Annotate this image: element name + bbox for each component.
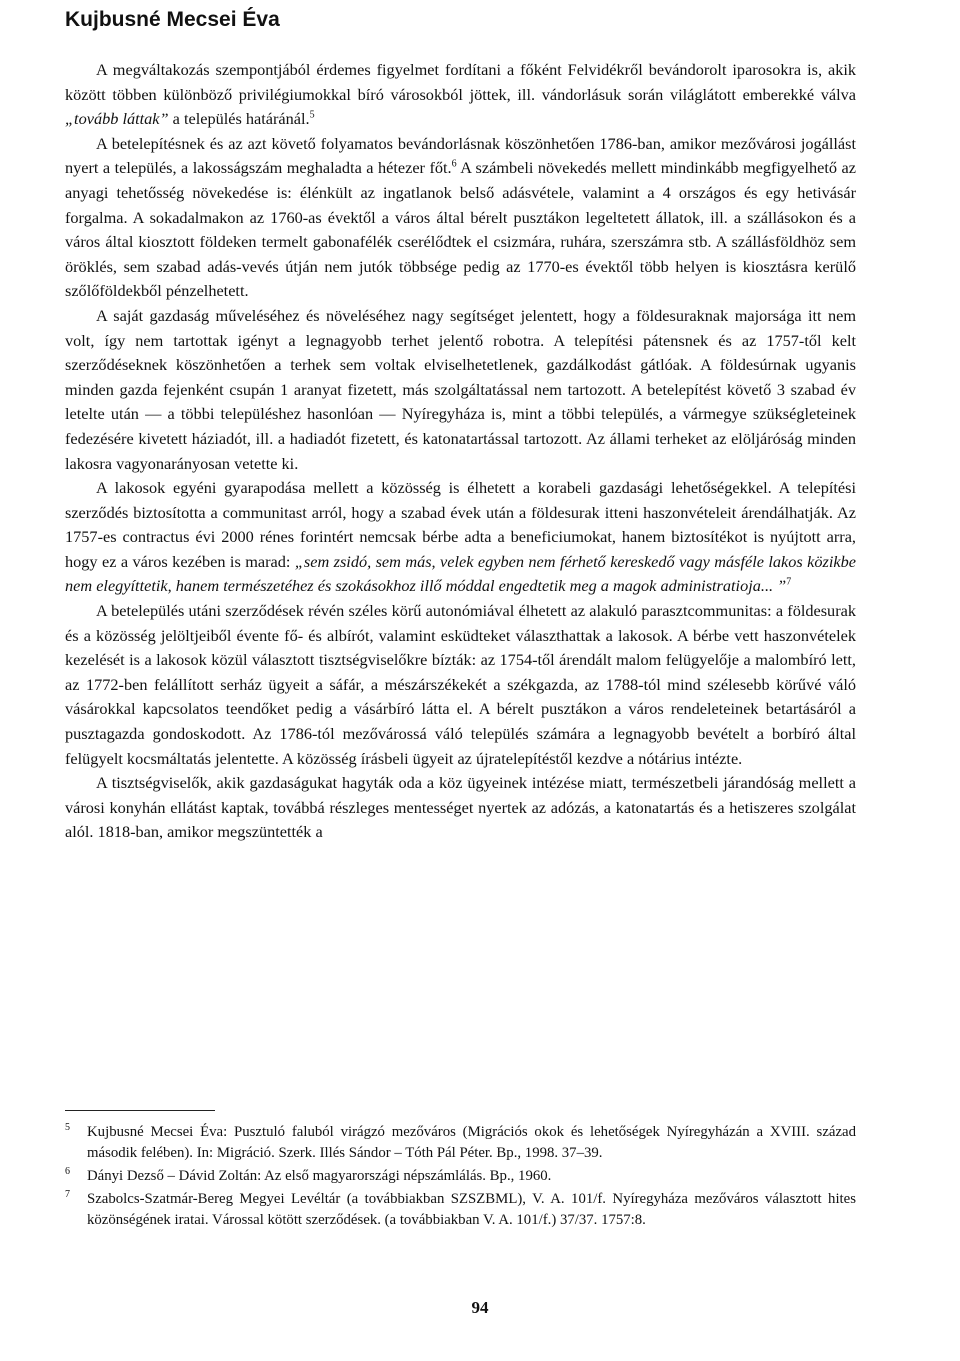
footnote-text: Dányi Dezső – Dávid Zoltán: Az első magyarországi népszámlálás. Bp., 1960. — [87, 1168, 552, 1184]
page-header-title: Kujbusné Mecsei Éva — [65, 8, 280, 31]
paragraph-2 — [65, 132, 856, 304]
quotation: „tovább láttak” — [65, 109, 169, 129]
paragraph-text: a település határánál. — [168, 109, 310, 129]
footnote-6 — [65, 1166, 856, 1187]
footnote-ref: 7 — [786, 577, 792, 589]
footnote-ref: 5 — [309, 109, 315, 121]
paragraph-4 — [65, 476, 856, 599]
footnotes — [65, 1122, 856, 1233]
paragraph-text: A megváltakozás szempontjából érdemes figyelmet fordítani a főként Felvidékről bevándorolt iparosokra is, akik között többen különböző privilégiumokkal bíró városokból jöttek, ill. vándorlásuk során világlátott emberekké válva — [65, 60, 856, 104]
paragraph-text: A betelepítésnek és az azt követő folyamatos bevándorlásnak köszönhetően 1786-ban, amikor mezővárosi jogállást nyert a település, a lakosságszám meghaladta a hétezer főt. — [65, 133, 856, 178]
paragraph-3: A saját gazdaság műveléséhez és növeléséhez nagy segítséget jelentett, hogy a földesuraknak majorsága itt nem volt, így nem tartottak igényt a legnagyobb terhet jelentő robotra. A telepítési pátensnek és az 1757-től kelt szerződéseknek köszönhetően a terhek sem voltak elviselhetetlenek, gazdálkodást gátlóak. A földesúrnak ugyanis minden gazda fejenként csupán 1 aranyat fizetett, más szolgáltatással nem tartozott. A betelepítést követő 3 szabad év letelte után — a többi településhez hasonlóan — Nyíregyháza is, mint a többi település, a vármegye szükségleteinek fedezésére kivetett háziadót, ill. a hadiadót fizetett, és katonatartással tartozott. Az állami terheket az elöljáróság minden lakosra vagyonarányosan vetette ki. — [65, 305, 856, 473]
footnote-divider — [65, 1110, 215, 1111]
footnote-5 — [65, 1122, 856, 1164]
footnote-text: Szabolcs-Szatmár-Bereg Megyei Levéltár (a továbbiakban SZSZBML), V. A. 101/f. Nyíregyháza mezőváros választott hites közönségének iratai. Várossal kötött szerződések. (a továbbiakban V. A. 101/f.) 37/37. 1757:8. — [87, 1191, 856, 1228]
paragraph-text: A számbeli növekedés mellett mindinkább megfigyelhető az anyagi tehetősség növekedése is: élénkült az ingatlanok belső adásvétele, valamint a 4 országos és egy hetivásár forgalma. A sokadalmakon az 1760-as évektől a város által bérelt pusztákon legeltetett állatok, ill. a szállásokon és a város által kiosztott földeken termelt gabonafélék cserélődtek el csizmára, ruhára, szerszámra stb. A szállásföldhöz sem öröklés, sem szabad adás-vevés útján nem jutók többsége pedig az 1770-es évektől több helyen is kiosztásra kerülő szőlőföldekből pénzelhetett. — [65, 158, 856, 301]
page-number: 94 — [471, 1298, 489, 1317]
paragraph-6: A tisztségviselők, akik gazdaságukat hagyták oda a köz ügyeinek intézése miatt, természetbeli járandóság mellett a városi konyhán ellátást kaptak, továbbá részleges mentességet nyertek az adózás, a katonatartás és a hetiszeres szolgálat alól. 1818-ban, amikor megszüntették a — [65, 773, 856, 842]
footnote-text: Kujbusné Mecsei Éva: Pusztuló faluból virágzó mezőváros (Migrációs okok és lehetőségek Nyíregyházán a XVIII. század második felében). In: Migráció. Szerk. Illés Sándor – Tóth Pál Péter. Bp., 1998. 37–39. — [87, 1124, 856, 1161]
paragraph-text: A lakosok egyéni gyarapodása mellett a közösség is élhetett a korabeli gazdasági lehetőségekkel. A telepítési szerződés biztosította a communitast arról, hogy a szabad évek után a földesurak itteni haszonvételeit árendálhatják. Az 1757-es contractus évi 2000 rénes forintért nemcsak bérbe adta a beneficiumokat, hanem biztosítékot is nyújtott arra, hogy ez a város kezében is marad: — [65, 478, 856, 571]
footnote-number: 7 — [65, 1189, 70, 1200]
footnote-number: 6 — [65, 1166, 70, 1177]
quotation: „sem zsidó, sem más, velek egyben nem férhető kereskedő vagy másféle lakos közikbe nem elegyíttetik, hanem természetéhez és szokásokhoz illő móddal engedtetik meg a magok administratioja... ” — [65, 551, 856, 596]
paragraph-5: A betelepülés utáni szerződések révén széles körű autonómiával élhetett az alakuló parasztcommunitas: a földesurak és a közösség jelöltjeiből évente fő- és albírót, valamint esküdteket választhattak a lakosok. A bérbe vett haszonvételek kezelését is a lakosok közül választott tisztségviselőkre bízták: az 1754-től árendált malom felügyelője a malombíró lett, az 1772-ben felállított serház ügyeit a sáfár, a mészárszékekét a székgazda, az 1788-tól mind szélesebb körűvé váló vásárokkal kapcsolatos teendőket pedig a vásárbíró látta el. A bérelt pusztákon a város rendeleteinek betartásáról a pusztagazda gondoskodott. Az 1786-tól mezővárossá váló település számára a legnagyobb bevételt a borbíró által felügyelt kocsmáltatás jelentette. A közösség írásbeli ügyeit az újratelepítéstől kezdve a nótárius intézte. — [65, 601, 856, 768]
paragraph-1 — [65, 58, 856, 132]
footnote-number: 5 — [65, 1122, 70, 1133]
footnote-ref: 6 — [451, 158, 457, 170]
main-text — [65, 58, 856, 845]
footnote-7 — [65, 1189, 856, 1231]
